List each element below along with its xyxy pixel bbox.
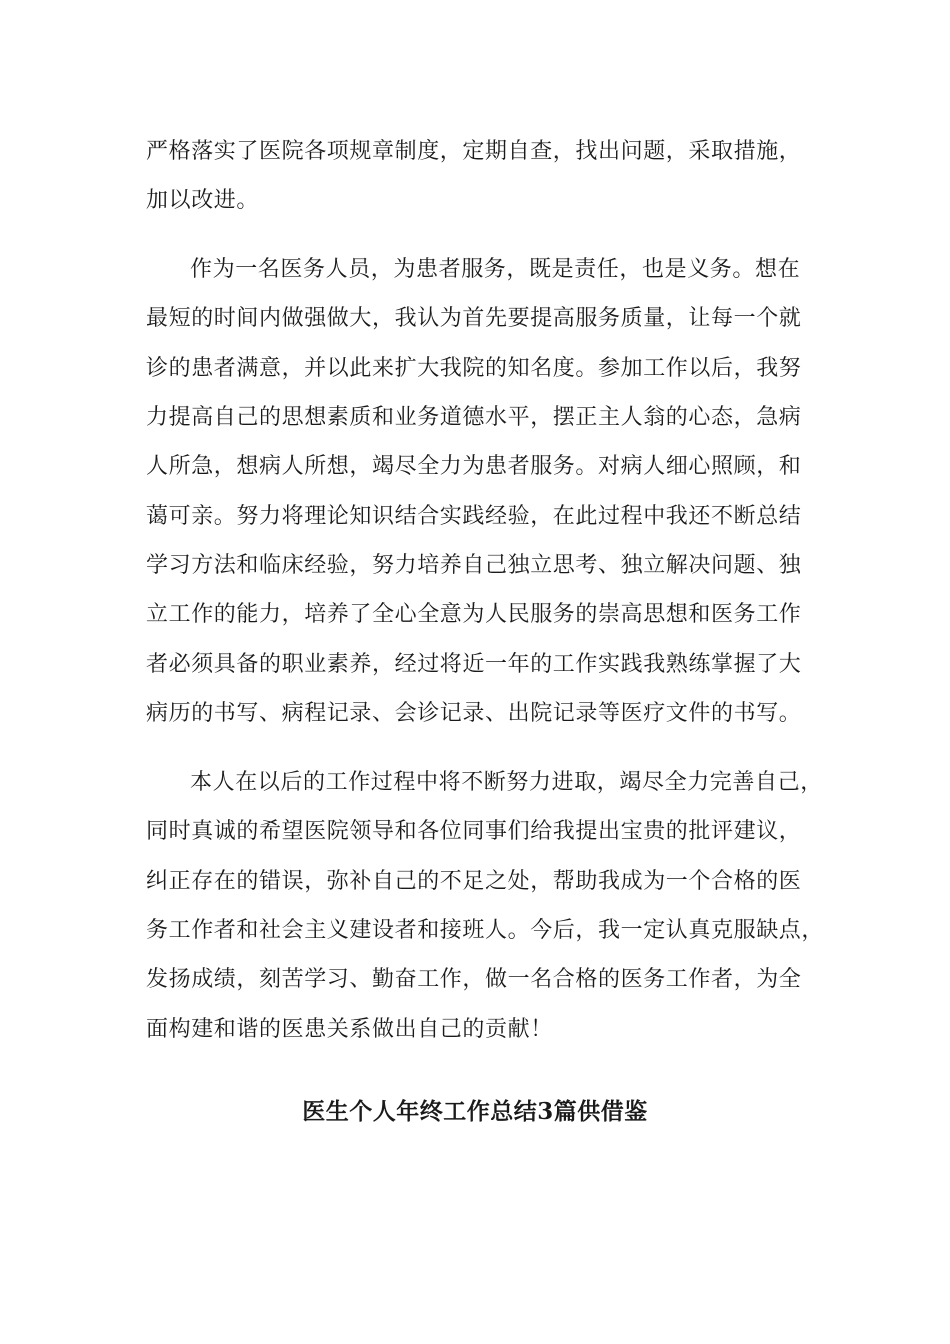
document-title: 医生个人年终工作总结3篇供借鉴	[302, 1098, 648, 1125]
paragraph-2-line-8: 立工作的能力，培养了全心全意为人民服务的崇高思想和医务工作	[146, 602, 802, 627]
paragraph-3-line-3: 纠正存在的错误，弥补自己的不足之处，帮助我成为一个合格的医	[146, 869, 802, 894]
paragraph-2-line-2: 最短的时间内做强做大，我认为首先要提高服务质量，让每一个就	[146, 306, 802, 331]
paragraph-3-line-2: 同时真诚的希望医院领导和各位同事们给我提出宝贵的批评建议，	[146, 819, 802, 844]
paragraph-2-line-5: 人所急，想病人所想，竭尽全力为患者服务。对病人细心照顾，和	[146, 454, 802, 479]
paragraph-2-line-6: 蔼可亲。努力将理论知识结合实践经验，在此过程中我还不断总结	[146, 504, 802, 529]
paragraph-3-line-5: 发扬成绩，刻苦学习、勤奋工作，做一名合格的医务工作者，为全	[146, 967, 802, 992]
paragraph-2-line-4: 力提高自己的思想素质和业务道德水平，摆正主人翁的心态，急病	[146, 405, 802, 430]
paragraph-3-line-4: 务工作者和社会主义建设者和接班人。今后，我一定认真克服缺点，	[146, 918, 825, 943]
paragraph-1-line-2: 加以改进。	[146, 188, 260, 213]
paragraph-2-line-7: 学习方法和临床经验，努力培养自己独立思考、独立解决问题、独	[146, 553, 802, 578]
paragraph-1-line-1: 严格落实了医院各项规章制度，定期自查，找出问题，采取措施，	[146, 139, 802, 164]
paragraph-2-line-3: 诊的患者满意，并以此来扩大我院的知名度。参加工作以后，我努	[146, 356, 802, 381]
paragraph-2-line-10: 病历的书写、病程记录、会诊记录、出院记录等医疗文件的书写。	[146, 701, 802, 726]
paragraph-2-line-1: 作为一名医务人员，为患者服务，既是责任，也是义务。想在	[190, 257, 801, 282]
paragraph-3-line-1: 本人在以后的工作过程中将不断努力进取，竭尽全力完善自己，	[190, 770, 823, 795]
paragraph-3-line-6: 面构建和谐的医患关系做出自己的贡献！	[146, 1017, 553, 1042]
paragraph-2-line-9: 者必须具备的职业素养，经过将近一年的工作实践我熟练掌握了大	[146, 652, 802, 677]
